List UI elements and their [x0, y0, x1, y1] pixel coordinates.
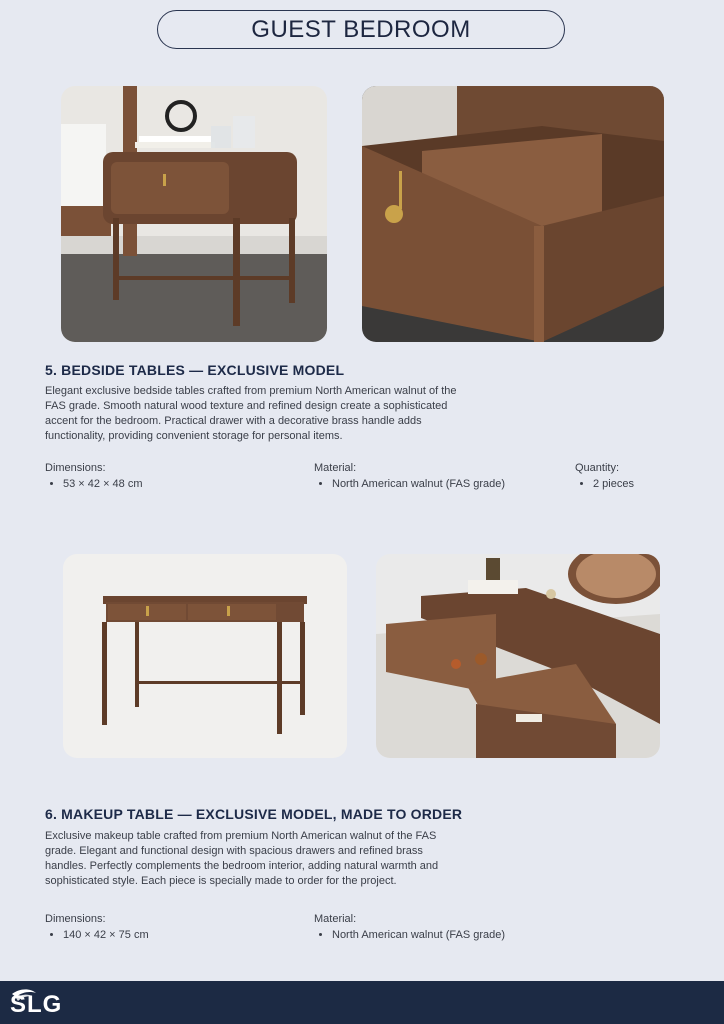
- bedside-table-photo: [61, 86, 327, 342]
- spec-label: Dimensions:: [45, 462, 106, 474]
- spec-material: [314, 913, 505, 942]
- bedside-drawer-closeup-photo: [362, 86, 664, 342]
- spec-quantity: [575, 462, 634, 491]
- spec-value: • North American walnut (FAS grade): [332, 477, 505, 491]
- spec-label: Dimensions:: [45, 913, 106, 925]
- section-heading-bedside-tables: 5. BEDSIDE TABLES — EXCLUSIVE MODEL: [45, 362, 345, 378]
- section-description-makeup-table: Exclusive makeup table crafted from premium North American walnut of the FAS grade. Elegant and functional design with spacious drawers and refined brass handles. Perfectly complements the bedroom interior, adding natural warmth and sophisticated style. Each piece is specially made to order for the project.: [45, 830, 439, 887]
- footer-bar: [0, 981, 724, 1024]
- page-title: [157, 10, 565, 49]
- spec-value: • 140 × 42 × 75 cm: [63, 928, 149, 942]
- logo-text: SLG: [10, 991, 63, 1018]
- spec-label: Quantity:: [575, 462, 620, 474]
- spec-dimensions: [45, 462, 143, 491]
- spec-value: • 53 × 42 × 48 cm: [63, 477, 143, 491]
- spec-value: • North American walnut (FAS grade): [332, 928, 505, 942]
- page-title-text: GUEST BEDROOM: [251, 15, 471, 43]
- spec-value: • 2 pieces: [593, 477, 634, 491]
- spec-label: Material:: [314, 462, 357, 474]
- makeup-table-photo: [63, 554, 347, 758]
- spec-dimensions: [45, 913, 149, 942]
- spec-material: [314, 462, 505, 491]
- section-heading-makeup-table: 6. MAKEUP TABLE — EXCLUSIVE MODEL, MADE TO ORDER: [45, 806, 463, 822]
- section-description-bedside-tables: Elegant exclusive bedside tables crafted from premium North American walnut of the FAS grade. Smooth natural wood texture and refined design create a sophisticated accent for the bedroom. Practical drawer with a decorative brass handle adds functionality, providing convenient storage for personal items.: [45, 385, 457, 442]
- makeup-table-drawers-photo: [376, 554, 660, 758]
- spec-label: Material:: [314, 913, 357, 925]
